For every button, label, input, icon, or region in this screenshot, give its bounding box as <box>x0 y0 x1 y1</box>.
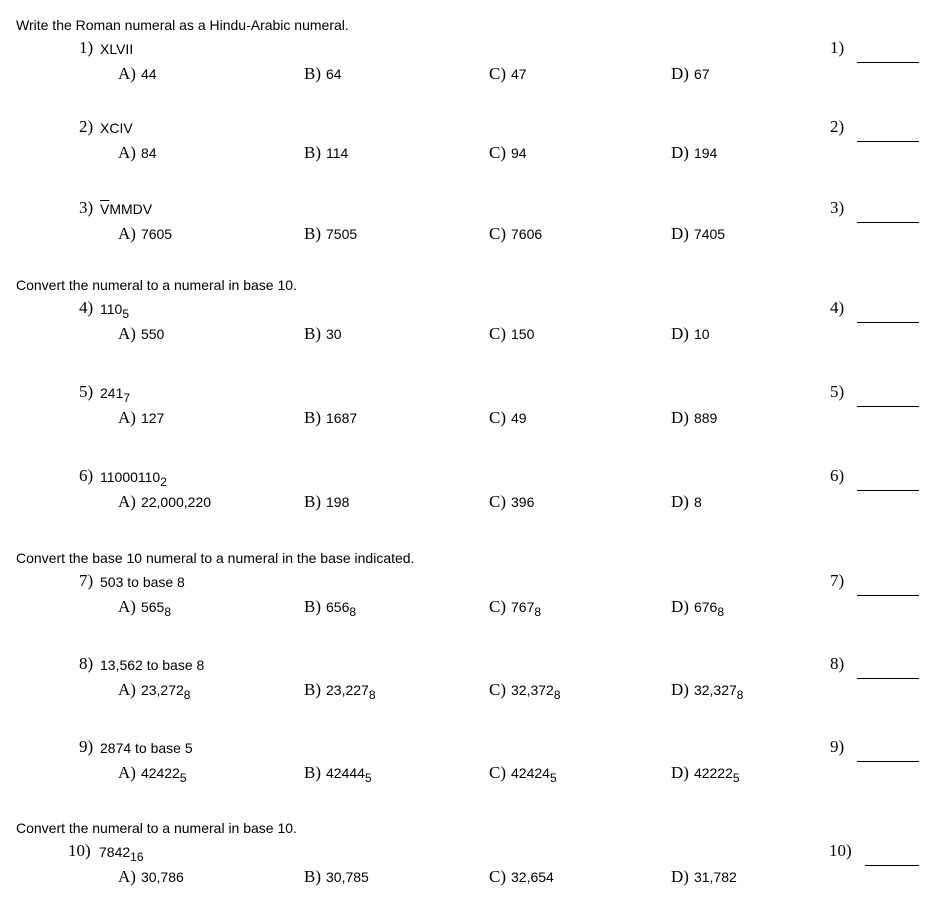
base-subscript: 8 <box>736 688 744 702</box>
option-value: 7605 <box>140 226 173 242</box>
answer-option[interactable] <box>304 224 357 244</box>
option-letter: A) <box>118 680 136 699</box>
option-value: 10 <box>693 326 710 342</box>
option-value: 8 <box>693 494 702 510</box>
option-value: 150 <box>511 326 535 342</box>
question-text: $241_7$ <box>100 385 131 405</box>
option-value: 114 <box>326 145 349 161</box>
option-value: 198 <box>326 494 350 510</box>
answer-option[interactable] <box>671 597 724 619</box>
option-value: 42444 <box>326 765 365 781</box>
option-letter: B) <box>304 224 321 243</box>
option-value: 31,782 <box>693 869 737 885</box>
answer-option[interactable] <box>671 408 717 428</box>
overline-numeral: $\overline{V}$ <box>100 201 110 217</box>
option-value: 44 <box>140 66 157 82</box>
option-value: 127 <box>140 410 165 426</box>
question-number: 5) <box>79 382 94 401</box>
answer-number: 4) <box>830 298 845 317</box>
answer-blank[interactable] <box>857 141 919 142</box>
answer-option[interactable] <box>671 324 710 344</box>
answer-option[interactable] <box>671 64 710 84</box>
option-value: 84 <box>140 145 157 161</box>
option-letter: D) <box>671 867 689 886</box>
answer-option[interactable] <box>489 492 534 512</box>
section-header: Convert the numeral to a numeral in base 10. <box>16 277 297 293</box>
question-text: $\overline{V}MMDV$ <box>100 201 153 217</box>
answer-option[interactable] <box>489 680 561 702</box>
option-letter: B) <box>304 324 321 343</box>
answer-option[interactable] <box>671 492 702 512</box>
answer-option[interactable] <box>118 143 157 163</box>
question-number: 8) <box>79 654 94 673</box>
option-letter: B) <box>304 597 321 616</box>
section-header: Convert the numeral to a numeral in base 10. <box>16 820 297 836</box>
answer-number: 6) <box>830 466 845 485</box>
option-value: 1687 <box>326 410 358 426</box>
answer-blank[interactable] <box>857 490 919 491</box>
option-value: 767 <box>511 599 535 615</box>
question-number: 1) <box>79 38 94 57</box>
answer-number: 2) <box>830 117 845 136</box>
question-number: 4) <box>79 298 94 317</box>
answer-option[interactable] <box>304 680 376 702</box>
answer-option[interactable] <box>118 680 190 702</box>
answer-number: 9) <box>830 737 845 756</box>
option-value: 42222 <box>693 765 733 781</box>
answer-option[interactable] <box>304 324 342 344</box>
base-subscript: 5 <box>364 771 372 785</box>
question-text: $110_5$ <box>100 301 130 321</box>
answer-option[interactable] <box>671 143 717 163</box>
option-value: 7405 <box>693 226 726 242</box>
base-subscript: 5 <box>732 771 740 785</box>
option-value: 22,000,220 <box>140 494 212 510</box>
option-value: 30,786 <box>140 869 184 885</box>
answer-option[interactable] <box>304 143 348 163</box>
base-subscript: 2 <box>160 475 167 489</box>
answer-option[interactable] <box>304 64 342 84</box>
option-letter: C) <box>489 680 506 699</box>
answer-option[interactable] <box>304 408 357 428</box>
question-text: XCIV <box>100 120 133 136</box>
option-letter: D) <box>671 324 689 343</box>
option-value: 64 <box>326 66 342 82</box>
option-value: 194 <box>693 145 718 161</box>
option-letter: C) <box>489 224 506 243</box>
option-letter: C) <box>489 597 506 616</box>
base-subscript: 5 <box>549 771 557 785</box>
answer-option[interactable] <box>489 867 554 887</box>
option-value: 565 <box>140 599 165 615</box>
option-letter: B) <box>304 680 321 699</box>
option-value: 7606 <box>511 226 543 242</box>
option-value: 30,785 <box>326 869 369 885</box>
option-letter: C) <box>489 324 506 343</box>
option-letter: C) <box>489 492 506 511</box>
answer-number: 8) <box>830 654 845 673</box>
option-letter: B) <box>304 64 321 83</box>
option-letter: D) <box>671 224 689 243</box>
question-number: 7) <box>79 571 94 590</box>
option-letter: B) <box>304 143 321 162</box>
answer-option[interactable] <box>671 763 740 785</box>
option-letter: A) <box>118 64 136 83</box>
base-subscript: 5 <box>122 307 130 321</box>
answer-option[interactable] <box>118 324 164 344</box>
answer-option[interactable] <box>671 224 725 244</box>
option-letter: D) <box>671 64 689 83</box>
option-letter: B) <box>304 492 321 511</box>
option-letter: B) <box>304 867 321 886</box>
option-value: 889 <box>693 410 718 426</box>
question-text: $7842_{16}$ <box>99 844 144 864</box>
answer-option[interactable] <box>489 224 542 244</box>
base-subscript: 8 <box>553 688 561 702</box>
option-letter: B) <box>304 408 321 427</box>
option-letter: D) <box>671 143 689 162</box>
option-value: 32,372 <box>511 682 554 698</box>
option-value: 32,327 <box>693 682 737 698</box>
option-value: 67 <box>693 66 710 82</box>
answer-number: 1) <box>830 38 845 57</box>
question-number: 6) <box>79 466 94 485</box>
answer-option[interactable] <box>118 224 172 244</box>
option-value: 550 <box>140 326 165 342</box>
question-number: 9) <box>79 737 94 756</box>
answer-option[interactable] <box>118 64 157 84</box>
answer-blank[interactable] <box>857 222 919 223</box>
answer-number: 7) <box>830 571 845 590</box>
option-letter: D) <box>671 597 689 616</box>
answer-option[interactable] <box>118 408 164 428</box>
option-letter: B) <box>304 763 321 782</box>
option-letter: D) <box>671 492 689 511</box>
option-letter: D) <box>671 408 689 427</box>
question-text: 13,562 to base 8 <box>100 657 205 673</box>
option-value: 676 <box>693 599 718 615</box>
answer-option[interactable] <box>489 143 527 163</box>
option-letter: A) <box>118 224 136 243</box>
answer-option[interactable] <box>489 324 534 344</box>
answer-option[interactable] <box>304 492 349 512</box>
answer-option[interactable] <box>118 763 187 785</box>
base-subscript: 8 <box>164 605 171 619</box>
answer-option[interactable] <box>118 492 211 512</box>
option-value: 42424 <box>511 765 550 781</box>
option-letter: A) <box>118 492 136 511</box>
answer-blank[interactable] <box>857 406 919 407</box>
option-value: 47 <box>511 66 527 82</box>
option-value: 49 <box>511 410 527 426</box>
option-value: 7505 <box>326 226 358 242</box>
answer-option[interactable] <box>118 597 171 619</box>
option-letter: C) <box>489 143 506 162</box>
question-number: 2) <box>79 117 94 136</box>
answer-option[interactable] <box>489 763 557 785</box>
option-value: 30 <box>326 326 342 342</box>
base-subscript: 8 <box>717 605 724 619</box>
option-value: 396 <box>511 494 535 510</box>
option-letter: D) <box>671 680 689 699</box>
option-value: 23,272 <box>140 682 184 698</box>
answer-number: 3) <box>830 198 845 217</box>
option-value: 23,227 <box>326 682 369 698</box>
option-letter: A) <box>118 324 136 343</box>
option-letter: A) <box>118 867 136 886</box>
answer-blank[interactable] <box>857 322 919 323</box>
option-letter: C) <box>489 408 506 427</box>
question-text: 503 to base 8 <box>100 574 185 590</box>
section-header: Write the Roman numeral as a Hindu-Arabic numeral. <box>16 17 349 33</box>
question-text: 2874 to base 5 <box>100 740 193 756</box>
base-subscript: 8 <box>534 605 542 619</box>
answer-option[interactable] <box>118 867 184 887</box>
answer-option[interactable] <box>489 597 541 619</box>
option-letter: A) <box>118 597 136 616</box>
answer-option[interactable] <box>671 867 737 887</box>
option-letter: A) <box>118 763 136 782</box>
base-subscript: 8 <box>368 688 376 702</box>
option-letter: D) <box>671 763 689 782</box>
answer-option[interactable] <box>304 597 356 619</box>
question-text: $11000110_2$ <box>100 469 167 489</box>
option-value: 94 <box>511 145 527 161</box>
question-number: 3) <box>79 198 94 217</box>
question-number: 10) <box>68 841 91 860</box>
answer-blank[interactable] <box>857 761 919 762</box>
option-letter: C) <box>489 64 506 83</box>
answer-blank[interactable] <box>857 62 919 63</box>
question-text: XLVII <box>100 41 134 57</box>
answer-option[interactable] <box>489 64 527 84</box>
option-letter: A) <box>118 143 136 162</box>
option-letter: C) <box>489 867 506 886</box>
base-subscript: 5 <box>179 771 187 785</box>
answer-option[interactable] <box>489 408 527 428</box>
option-letter: A) <box>118 408 136 427</box>
section-header: Convert the base 10 numeral to a numeral in the base indicated. <box>16 550 415 566</box>
base-subscript: 16 <box>130 850 144 864</box>
answer-blank[interactable] <box>857 678 919 679</box>
answer-blank[interactable] <box>865 865 919 866</box>
answer-option[interactable] <box>671 680 743 702</box>
answer-option[interactable] <box>304 867 369 887</box>
option-value: 42422 <box>140 765 180 781</box>
option-letter: C) <box>489 763 506 782</box>
option-value: 656 <box>326 599 350 615</box>
base-subscript: 8 <box>349 605 357 619</box>
base-subscript: 8 <box>183 688 191 702</box>
answer-option[interactable] <box>304 763 372 785</box>
option-value: 32,654 <box>511 869 554 885</box>
answer-blank[interactable] <box>857 595 919 596</box>
answer-number: 5) <box>830 382 845 401</box>
answer-number: 10) <box>829 841 852 860</box>
base-subscript: 7 <box>123 391 131 405</box>
